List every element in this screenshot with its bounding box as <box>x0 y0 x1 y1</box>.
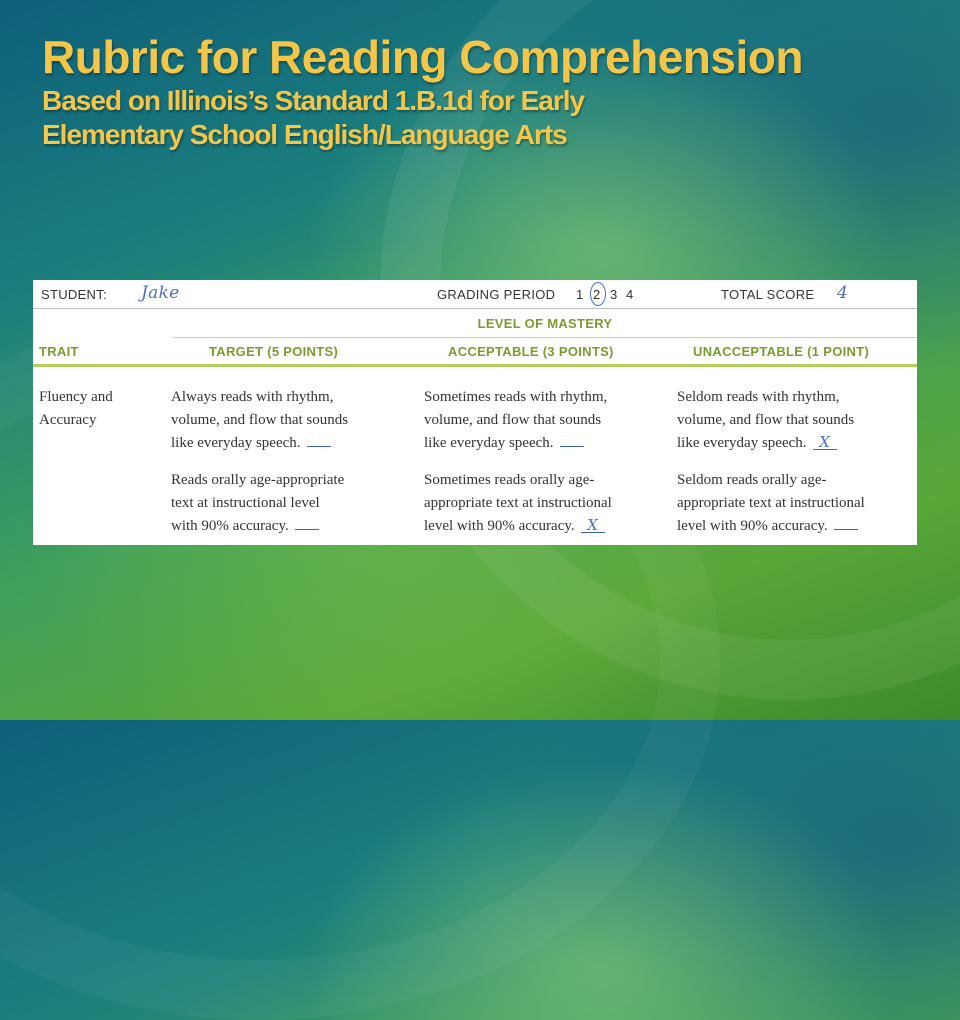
cell-line: Always reads with rhythm, <box>171 389 334 405</box>
cell-line-last <box>424 432 669 455</box>
period-1: 1 <box>576 287 584 302</box>
cell-line: text at instructional level <box>171 495 320 511</box>
cell-line: Reads orally age-appropriate <box>171 472 345 488</box>
trait-line: Fluency and <box>39 389 113 405</box>
cell-line-text: level with 90% accuracy. <box>677 518 828 534</box>
period-2: 2 <box>593 287 601 302</box>
row-1-unacceptable-cell <box>677 386 917 455</box>
slide-title: Rubric for Reading Comprehension <box>42 31 803 83</box>
cell-line: Seldom reads with rhythm, <box>677 389 840 405</box>
cell-line-text: like everyday speech. <box>677 435 807 451</box>
selected-period-circle <box>590 282 606 306</box>
cell-line-last <box>677 515 917 538</box>
cell-line: appropriate text at instructional <box>677 495 865 511</box>
answer-mark: X <box>819 433 830 451</box>
trait-line: Accuracy <box>39 412 97 428</box>
cell-line-last <box>171 432 411 455</box>
answer-blank <box>834 515 858 530</box>
total-score-value: 4 <box>837 283 849 303</box>
slide-title-block <box>42 30 922 152</box>
period-4: 4 <box>626 287 634 302</box>
answer-mark: X <box>587 516 598 534</box>
row-2-acceptable-cell <box>424 469 669 538</box>
trait-cell <box>39 386 113 432</box>
cell-line-text: level with 90% accuracy. <box>424 518 575 534</box>
trait-header: TRAIT <box>39 344 79 359</box>
slide-subtitle-line-2: Elementary School English/Language Arts <box>42 119 567 150</box>
mastery-divider <box>173 337 917 338</box>
rubric-header-row <box>33 280 917 309</box>
answer-blank <box>295 515 319 530</box>
grading-period-label: GRADING PERIOD <box>437 287 556 302</box>
student-name: Jake <box>141 283 180 303</box>
answer-blank <box>813 435 837 450</box>
cell-line: Seldom reads orally age- <box>677 472 827 488</box>
answer-blank <box>581 518 605 533</box>
cell-line: volume, and flow that sounds <box>677 412 855 428</box>
row-2-unacceptable-cell <box>677 469 917 538</box>
target-column-header: TARGET (5 POINTS) <box>209 344 339 359</box>
cell-line-last <box>677 432 917 455</box>
cell-line-last <box>171 515 411 538</box>
period-3: 3 <box>610 287 618 302</box>
level-of-mastery-heading: LEVEL OF MASTERY <box>477 316 613 331</box>
slide-subtitle-line-1: Based on Illinois’s Standard 1.B.1d for Early <box>42 85 585 116</box>
answer-blank <box>560 432 584 447</box>
cell-line: Sometimes reads orally age- <box>424 472 595 488</box>
cell-line: volume, and flow that sounds <box>424 412 602 428</box>
total-score-label: TOTAL SCORE <box>721 287 815 302</box>
cell-line-text: like everyday speech. <box>171 435 301 451</box>
cell-line-last <box>424 515 669 538</box>
header-divider <box>33 364 917 367</box>
cell-line-text: with 90% accuracy. <box>171 518 289 534</box>
student-label: STUDENT: <box>41 287 107 302</box>
row-1-target-cell <box>171 386 411 455</box>
answer-blank <box>307 432 331 447</box>
acceptable-column-header: ACCEPTABLE (3 POINTS) <box>448 344 614 359</box>
row-1-acceptable-cell <box>424 386 669 455</box>
unacceptable-column-header: UNACCEPTABLE (1 POINT) <box>693 344 870 359</box>
cell-line: Sometimes reads with rhythm, <box>424 389 608 405</box>
cell-line: volume, and flow that sounds <box>171 412 349 428</box>
cell-line-text: like everyday speech. <box>424 435 554 451</box>
row-2-target-cell <box>171 469 411 538</box>
cell-line: appropriate text at instructional <box>424 495 612 511</box>
rubric-image <box>33 280 917 545</box>
